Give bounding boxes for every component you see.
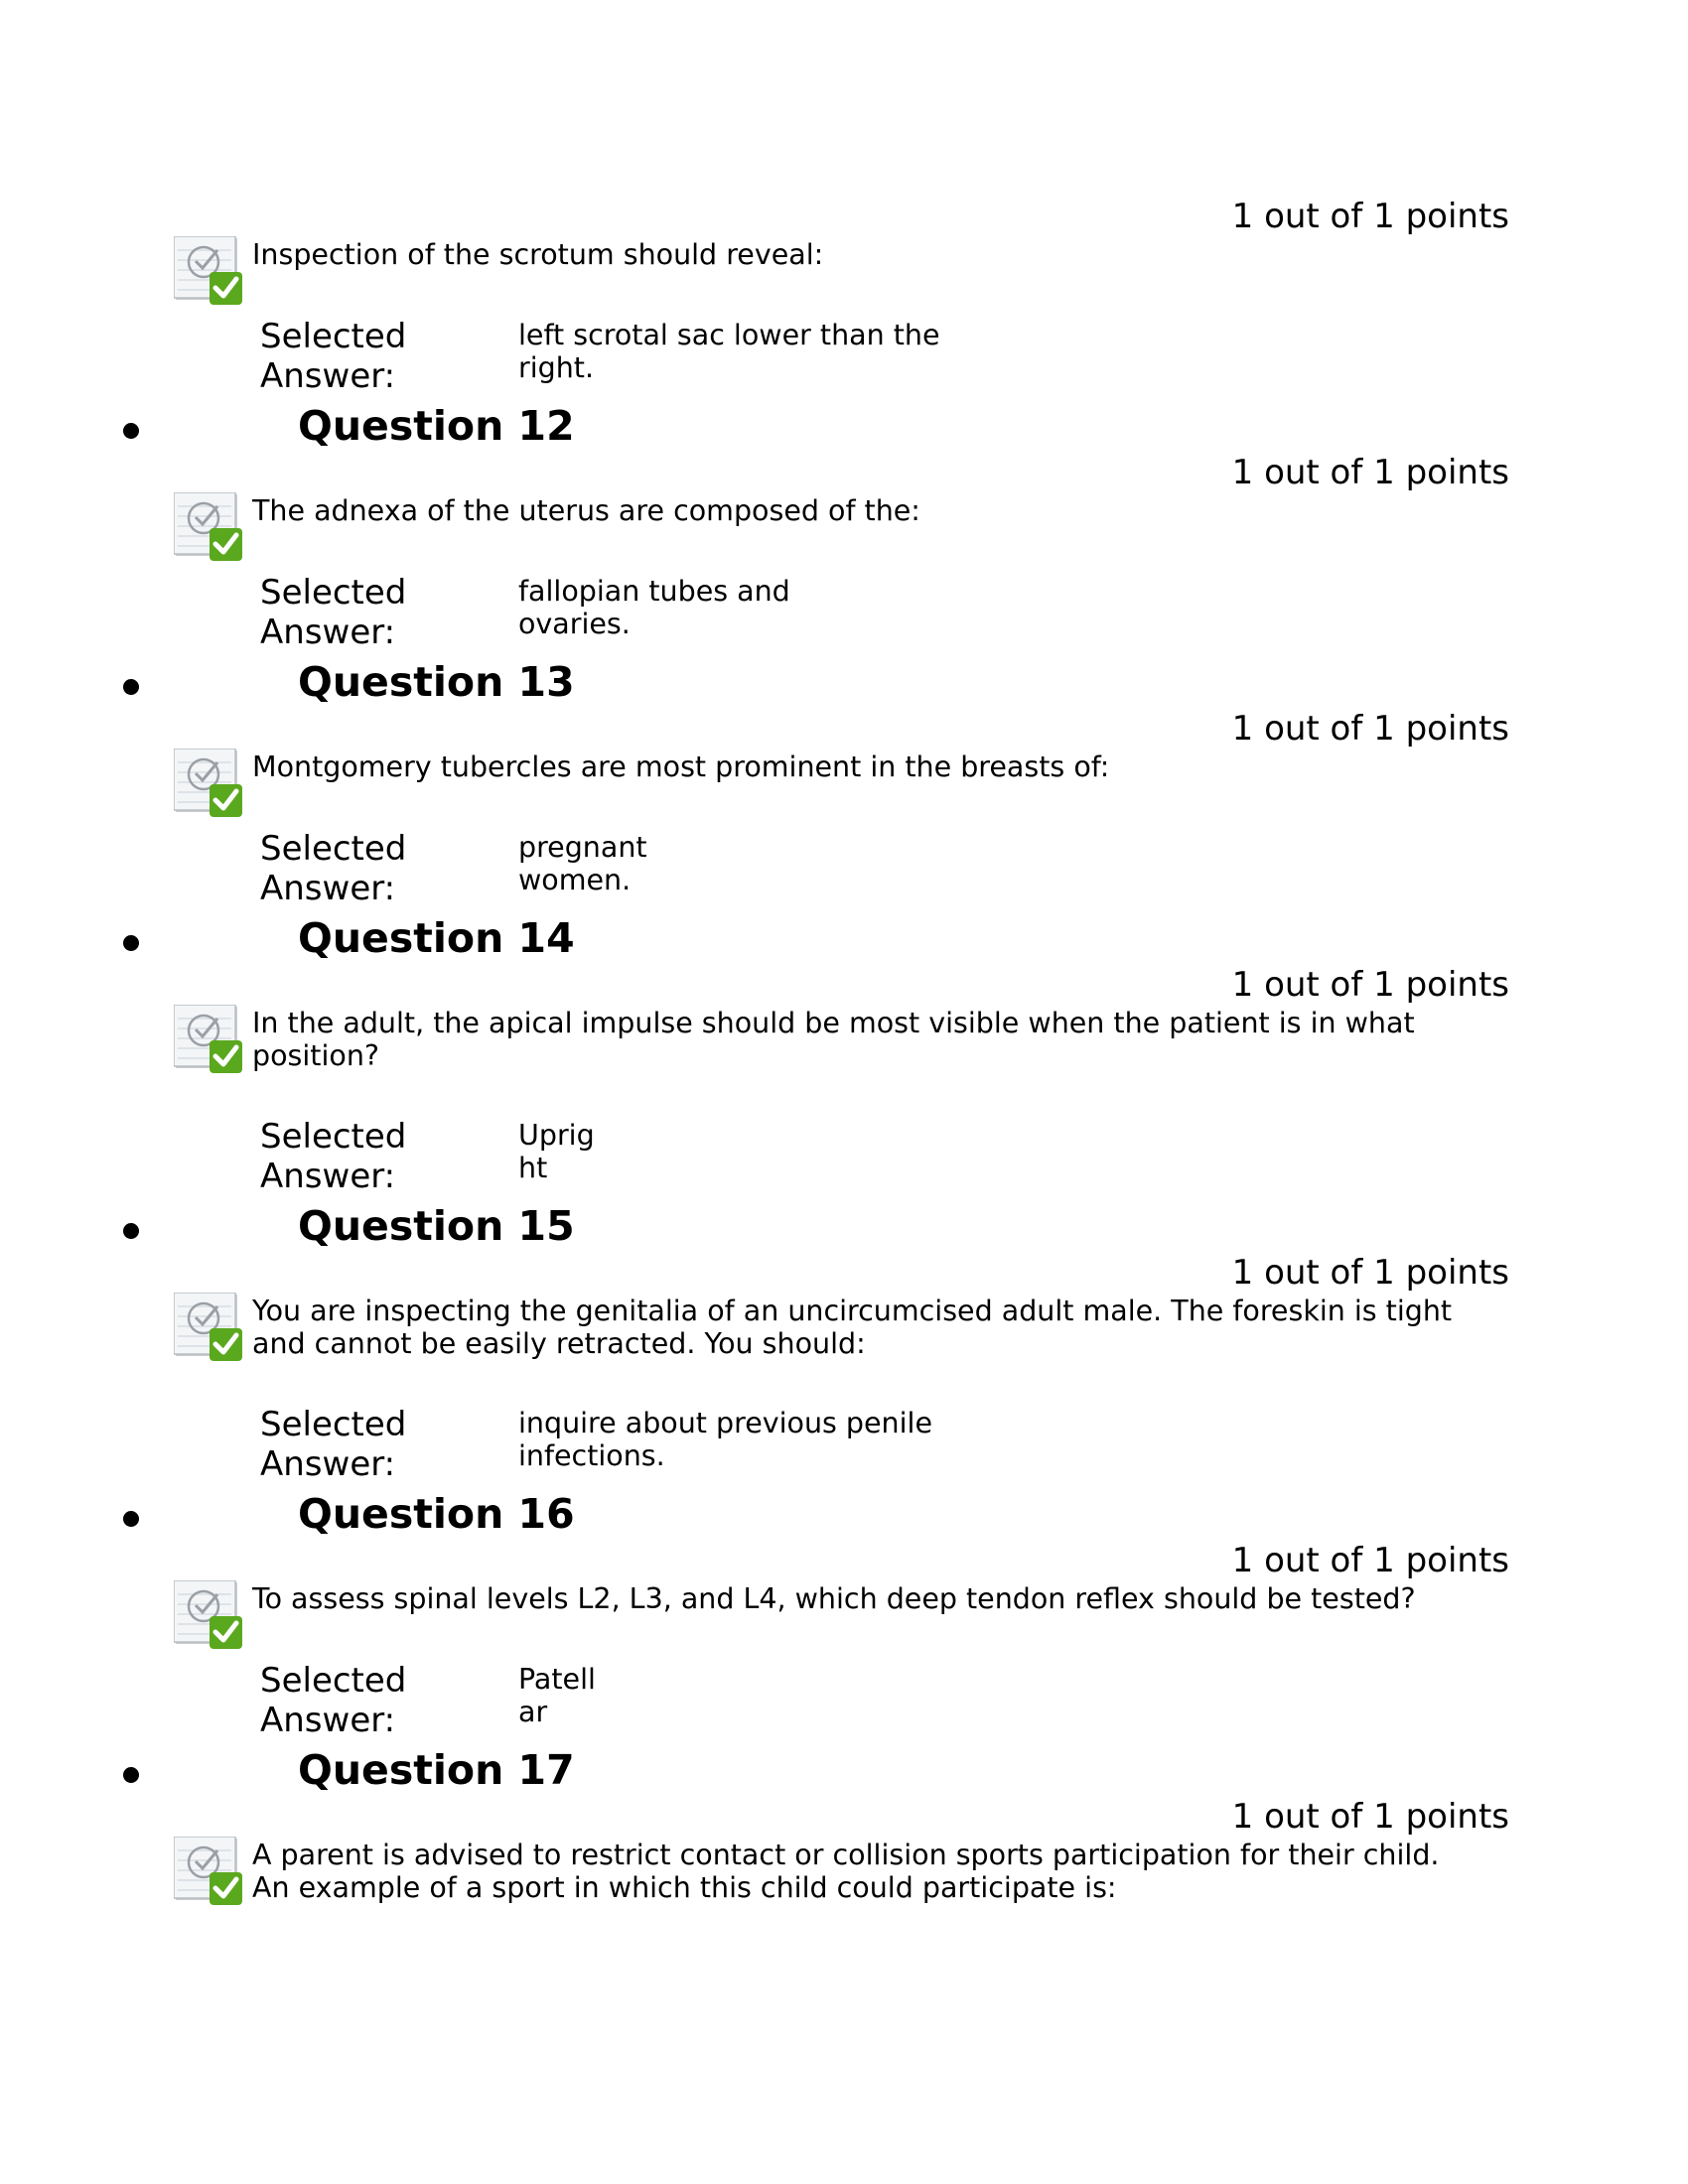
selected-answer-value-line: pregnant [518, 831, 647, 864]
selected-answer-label: Selected Answer: [260, 829, 407, 908]
selected-answer-label: Selected Answer: [260, 1405, 407, 1484]
graded-correct-icon [174, 1580, 245, 1652]
question-prompt-line: You are inspecting the genitalia of an uncircumcised adult male. The foreskin is tight [252, 1295, 1453, 1327]
points-score: 1 out of 1 points [1231, 453, 1509, 492]
question-prompt-line: In the adult, the apical impulse should be most visible when the patient is in what [252, 1007, 1415, 1039]
question-heading: Question 15 [298, 1202, 575, 1250]
question-prompt-line: and cannot be easily retracted. You should: [252, 1327, 866, 1360]
graded-correct-icon [174, 236, 245, 308]
question-prompt [252, 1295, 1454, 1360]
question-heading: Question 12 [298, 402, 575, 450]
selected-answer-value-line: infections. [518, 1439, 665, 1472]
question-prompt-line: position? [252, 1039, 380, 1072]
question-prompt-line: Montgomery tubercles are most prominent in the breasts of: [252, 751, 1110, 783]
selected-answer-value [518, 831, 647, 896]
question-heading: Question 16 [298, 1490, 575, 1538]
points-score: 1 out of 1 points [1231, 197, 1509, 236]
graded-correct-icon [174, 1293, 245, 1364]
question-prompt [252, 751, 1454, 783]
selected-answer-value-line: fallopian tubes and [518, 575, 790, 608]
question-prompt-line: An example of a sport in which this child could participate is: [252, 1871, 1117, 1904]
question-prompt [252, 1839, 1454, 1904]
selected-answer-label: Selected Answer: [260, 573, 407, 652]
selected-answer-value-line: ar [518, 1696, 548, 1728]
question-prompt [252, 494, 1454, 527]
question-prompt: Inspection of the scrotum should reveal: [252, 238, 824, 271]
question-prompt [252, 1007, 1454, 1072]
list-bullet [123, 1223, 139, 1239]
question-heading: Question 17 [298, 1746, 575, 1794]
selected-answer-value [518, 319, 940, 384]
selected-answer-label: Selected Answer: [260, 1661, 407, 1740]
question-prompt-line: A parent is advised to restrict contact or collision sports participation for their child. [252, 1839, 1440, 1871]
selected-answer-value-line: inquire about previous penile [518, 1407, 932, 1439]
question-heading: Question 14 [298, 914, 575, 962]
selected-answer-value-line: Patell [518, 1663, 596, 1696]
question-heading: Question 13 [298, 658, 575, 706]
graded-correct-icon [174, 1005, 245, 1076]
selected-answer-value [518, 1663, 596, 1728]
list-bullet [123, 1511, 139, 1527]
graded-correct-icon [174, 492, 245, 564]
selected-answer-value [518, 575, 790, 640]
selected-answer-label: Selected Answer: [260, 1117, 407, 1196]
selected-answer-value-line: Uprig [518, 1119, 595, 1152]
list-bullet [123, 935, 139, 951]
points-score: 1 out of 1 points [1231, 709, 1509, 749]
graded-correct-icon [174, 749, 245, 820]
list-bullet [123, 679, 139, 695]
question-prompt-line: To assess spinal levels L2, L3, and L4, which deep tendon reflex should be tested? [252, 1582, 1416, 1615]
points-score: 1 out of 1 points [1231, 1797, 1509, 1837]
selected-answer-value-line: ovaries. [518, 608, 631, 640]
graded-correct-icon [174, 1837, 245, 1908]
selected-answer-value-line: left scrotal sac lower than the [518, 319, 940, 351]
selected-answer-label: Selected Answer: [260, 317, 407, 396]
selected-answer-value-line: women. [518, 864, 632, 896]
points-score: 1 out of 1 points [1231, 965, 1509, 1005]
list-bullet [123, 423, 139, 439]
points-score: 1 out of 1 points [1231, 1253, 1509, 1293]
question-prompt [252, 1582, 1454, 1615]
selected-answer-value-line: right. [518, 351, 595, 384]
list-bullet [123, 1767, 139, 1783]
selected-answer-value [518, 1119, 595, 1184]
question-prompt-line: The adnexa of the uterus are composed of the: [252, 494, 920, 527]
points-score: 1 out of 1 points [1231, 1541, 1509, 1580]
selected-answer-value [518, 1407, 932, 1472]
selected-answer-value-line: ht [518, 1152, 548, 1184]
